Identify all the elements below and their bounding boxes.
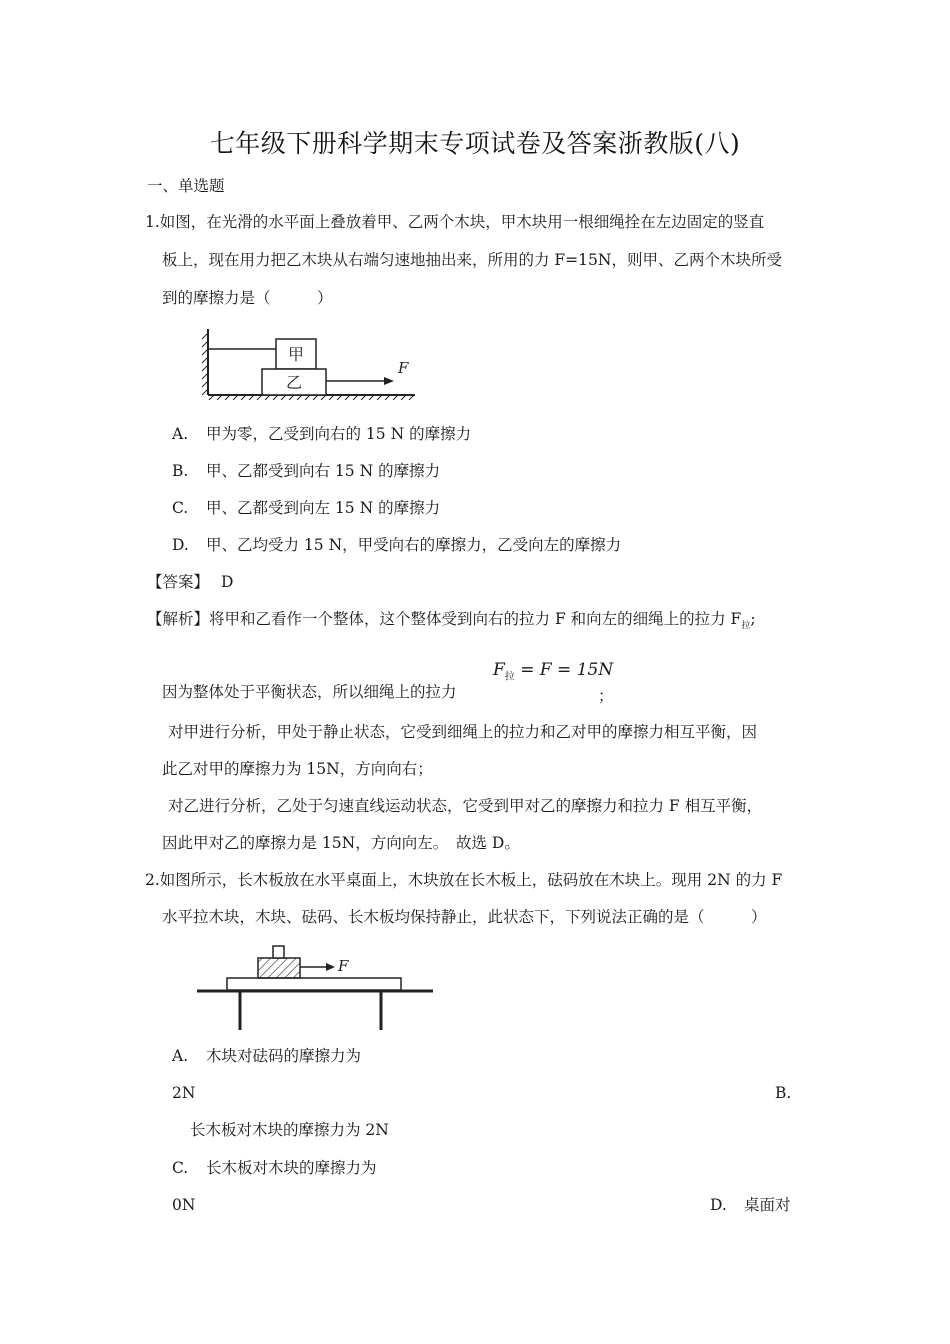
q2-stem-line1: 2.如图所示，长木板放在水平桌面上，木块放在长木板上，砝码放在木块上。现用 2N 的力 F <box>145 871 783 889</box>
weight <box>273 946 284 958</box>
force-label-2: F <box>338 957 349 975</box>
block-jia-label: 甲 <box>287 345 305 364</box>
q1-analysis-line6: 因此甲对乙的摩擦力是 15N，方向向左。 故选 D。 <box>162 834 520 852</box>
q1-option-d[interactable]: D. 甲、乙均受力 15 N，甲受向右的摩擦力，乙受向左的摩擦力 <box>172 536 622 554</box>
q1-analysis-line2: 因为整体处于平衡状态，所以细绳上的拉力 <box>162 683 457 701</box>
q2-option-b-letter[interactable]: B. <box>775 1084 792 1102</box>
q2-option-c-cont: 0N <box>172 1196 196 1214</box>
q2-option-a-cont: 2N <box>172 1084 196 1102</box>
q2-option-c[interactable]: C. 长木板对木块的摩擦力为 <box>172 1159 377 1177</box>
page-title: 七年级下册科学期末专项试卷及答案浙教版(八) <box>209 129 741 158</box>
section-heading: 一、单选题 <box>147 177 225 195</box>
q1-stem-line3: 到的摩擦力是（ ） <box>162 289 333 307</box>
q1-answer: 【答案】 D <box>147 573 234 591</box>
q1-analysis-line5: 对乙进行分析，乙处于匀速直线运动状态，它受到甲对乙的摩擦力和拉力 F 相互平衡， <box>168 797 763 815</box>
q1-stem-line2: 板上，现在用力把乙木块从右端匀速地抽出来，所用的力 F=15N，则甲、乙两个木块所受 <box>162 251 782 269</box>
q1-figure <box>200 325 420 400</box>
wood-block <box>258 958 300 978</box>
q1-option-c[interactable]: C. 甲、乙都受到向左 15 N 的摩擦力 <box>172 499 441 517</box>
q2-option-b-text: 长木板对木块的摩擦力为 2N <box>190 1121 389 1139</box>
q1-formula-end: ； <box>598 687 614 705</box>
long-board <box>227 978 401 990</box>
q1-option-b[interactable]: B. 甲、乙都受到向右 15 N 的摩擦力 <box>172 462 441 480</box>
q2-stem-line2: 水平拉木块，木块、砝码、长木板均保持静止，此状态下，下列说法正确的是（ ） <box>162 908 767 926</box>
force-label: F <box>398 359 409 377</box>
q2-figure <box>195 940 435 1032</box>
q2-option-d[interactable]: D. 桌面对 <box>710 1196 791 1214</box>
q1-option-a[interactable]: A. 甲为零，乙受到向右的 15 N 的摩擦力 <box>172 425 472 443</box>
block-yi-label: 乙 <box>285 373 303 392</box>
q2-option-a[interactable]: A. 木块对砝码的摩擦力为 <box>172 1047 362 1065</box>
q1-analysis-line3: 对甲进行分析，甲处于静止状态，它受到细绳上的拉力和乙对甲的摩擦力相互平衡，因 <box>168 723 758 741</box>
q1-formula: $F_拉 = F = 15N$ <box>493 660 614 683</box>
q1-analysis-line1: 【解析】将甲和乙看作一个整体，这个整体受到向右的拉力 F 和向左的细绳上的拉力 $F_拉$; <box>147 610 756 632</box>
q1-stem-line1: 1.如图，在光滑的水平面上叠放着甲、乙两个木块，甲木块用一根细绳拴在左边固定的竖直 <box>145 213 765 231</box>
q1-analysis-line4: 此乙对甲的摩擦力为 15N，方向向右； <box>162 760 433 778</box>
